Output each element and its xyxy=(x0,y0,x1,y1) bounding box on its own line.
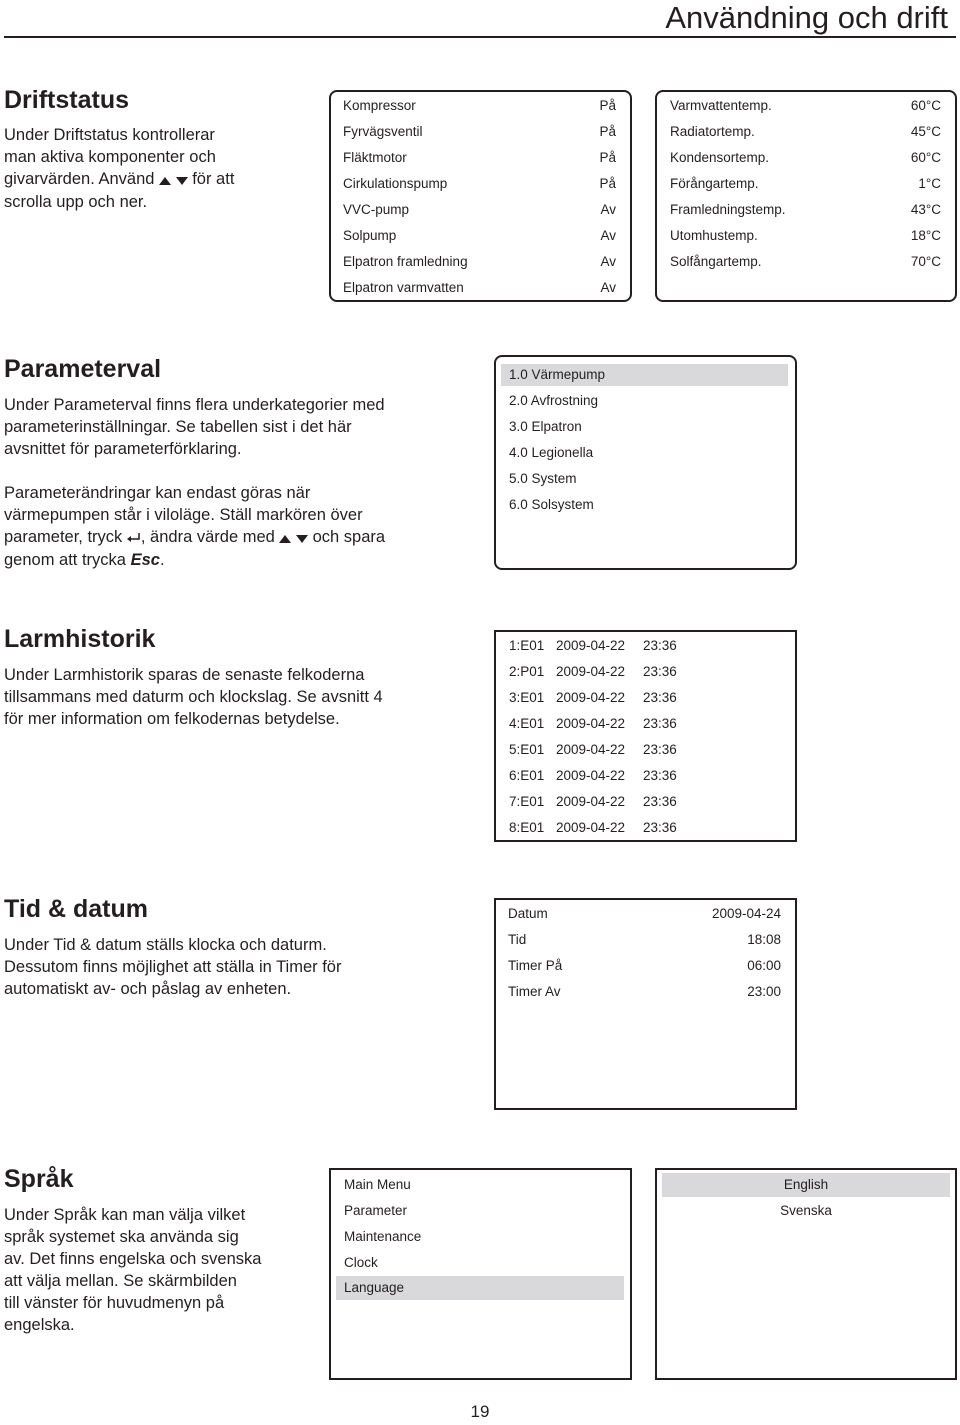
list-item: Kompressor På xyxy=(343,98,616,113)
parameter-menu-screen xyxy=(494,355,797,570)
menu-item-language[interactable]: Language xyxy=(336,1276,624,1300)
arrow-down-icon xyxy=(296,527,308,549)
parameterval-title: Parameterval xyxy=(4,355,162,383)
list-item: Cirkulationspump På xyxy=(343,176,616,191)
menu-item[interactable]: 5.0 System xyxy=(509,471,577,486)
driftstatus-title: Driftstatus xyxy=(4,86,130,114)
menu-item[interactable]: 2.0 Avfrostning xyxy=(509,393,599,408)
table-row: 7:E01 2009-04-22 23:36 xyxy=(509,794,677,809)
header-rule xyxy=(4,36,956,38)
menu-item[interactable]: 3.0 Elpatron xyxy=(509,419,582,434)
list-item: Utomhustemp. 18°C xyxy=(670,228,941,243)
list-item: Fyrvägsventil På xyxy=(343,124,616,139)
arrow-up-icon xyxy=(279,527,291,549)
list-item: VVC-pump Av xyxy=(343,202,616,217)
table-row: 2:P01 2009-04-22 23:36 xyxy=(509,664,677,679)
language-option-english[interactable]: English xyxy=(662,1173,950,1197)
components-screen xyxy=(329,90,632,302)
menu-item-clock[interactable]: Clock xyxy=(344,1255,378,1270)
table-row: 1:E01 2009-04-22 23:36 xyxy=(509,638,677,653)
list-item: Förångartemp. 1°C xyxy=(670,176,941,191)
menu-item-main-menu[interactable]: Main Menu xyxy=(344,1177,411,1192)
list-item: Radiatortemp. 45°C xyxy=(670,124,941,139)
setting-row[interactable]: Tid 18:08 xyxy=(508,932,781,947)
menu-item-maintenance[interactable]: Maintenance xyxy=(344,1229,422,1244)
table-row: 4:E01 2009-04-22 23:36 xyxy=(509,716,677,731)
driftstatus-description: Under Driftstatus kontrollerar man aktiva komponenter och givarvärden. Använd för att scrolla upp och ner. xyxy=(4,126,235,211)
list-item: Kondensortemp. 60°C xyxy=(670,150,941,165)
alarm-history-screen xyxy=(494,630,797,842)
larmhistorik-description: Under Larmhistorik sparas de senaste felkoderna tillsammans med daturm och klockslag. Se avsnitt 4 för mer information om felkodernas betydelse. xyxy=(4,666,383,728)
table-row: 3:E01 2009-04-22 23:36 xyxy=(509,690,677,705)
menu-item-parameter[interactable]: Parameter xyxy=(344,1203,408,1218)
menu-item[interactable]: 6.0 Solsystem xyxy=(509,497,594,512)
main-menu-screen xyxy=(329,1168,632,1380)
temperatures-screen xyxy=(655,90,957,302)
clock-screen xyxy=(494,898,797,1110)
list-item: Solfångartemp. 70°C xyxy=(670,254,941,269)
list-item: Fläktmotor På xyxy=(343,150,616,165)
table-row: 6:E01 2009-04-22 23:36 xyxy=(509,768,677,783)
setting-row[interactable]: Timer På 06:00 xyxy=(508,958,781,973)
sprak-title: Språk xyxy=(4,1165,74,1193)
larmhistorik-title: Larmhistorik xyxy=(4,625,156,653)
list-item: Elpatron varmvatten Av xyxy=(343,280,616,295)
arrow-up-icon xyxy=(159,169,171,191)
table-row: 8:E01 2009-04-22 23:36 xyxy=(509,820,677,835)
tid-datum-description: Under Tid & datum ställs klocka och daturm. Dessutom finns möjlighet att ställa in Timer för automatiskt av- och påslag av enheten. xyxy=(4,936,342,998)
menu-item[interactable]: 4.0 Legionella xyxy=(509,445,594,460)
language-screen xyxy=(655,1168,957,1380)
sprak-description: Under Språk kan man välja vilket språk systemet ska använda sig av. Det finns engelska och svenska att välja mellan. Se skärmbilden till vänster för huvudmenyn på engelska. xyxy=(4,1206,262,1334)
list-item: Solpump Av xyxy=(343,228,616,243)
setting-row[interactable]: Datum 2009-04-24 xyxy=(508,906,781,921)
page-number: 19 xyxy=(470,1402,490,1421)
language-option-svenska[interactable]: Svenska xyxy=(780,1203,832,1218)
list-item: Varmvattentemp. 60°C xyxy=(670,98,941,113)
list-item: Framledningstemp. 43°C xyxy=(670,202,941,217)
arrow-down-icon xyxy=(176,169,188,191)
tid-datum-title: Tid & datum xyxy=(4,895,148,923)
parameterval-description: Under Parameterval finns flera underkategorier med parameterinställningar. Se tabellen sist i det här avsnittet för parameterförklaring. Parameterändringar kan endast göras när värmepumpen står i viloläge. Ställ markören över parameter, tryck , ändra värde med och spara genom att trycka Esc. xyxy=(4,396,386,569)
setting-row[interactable]: Timer Av 23:00 xyxy=(508,984,781,999)
enter-icon xyxy=(127,527,141,549)
menu-item[interactable]: 1.0 Värmepump xyxy=(501,364,788,386)
page-header-title: Användning och drift xyxy=(665,0,948,35)
table-row: 5:E01 2009-04-22 23:36 xyxy=(509,742,677,757)
list-item: Elpatron framledning Av xyxy=(343,254,616,269)
